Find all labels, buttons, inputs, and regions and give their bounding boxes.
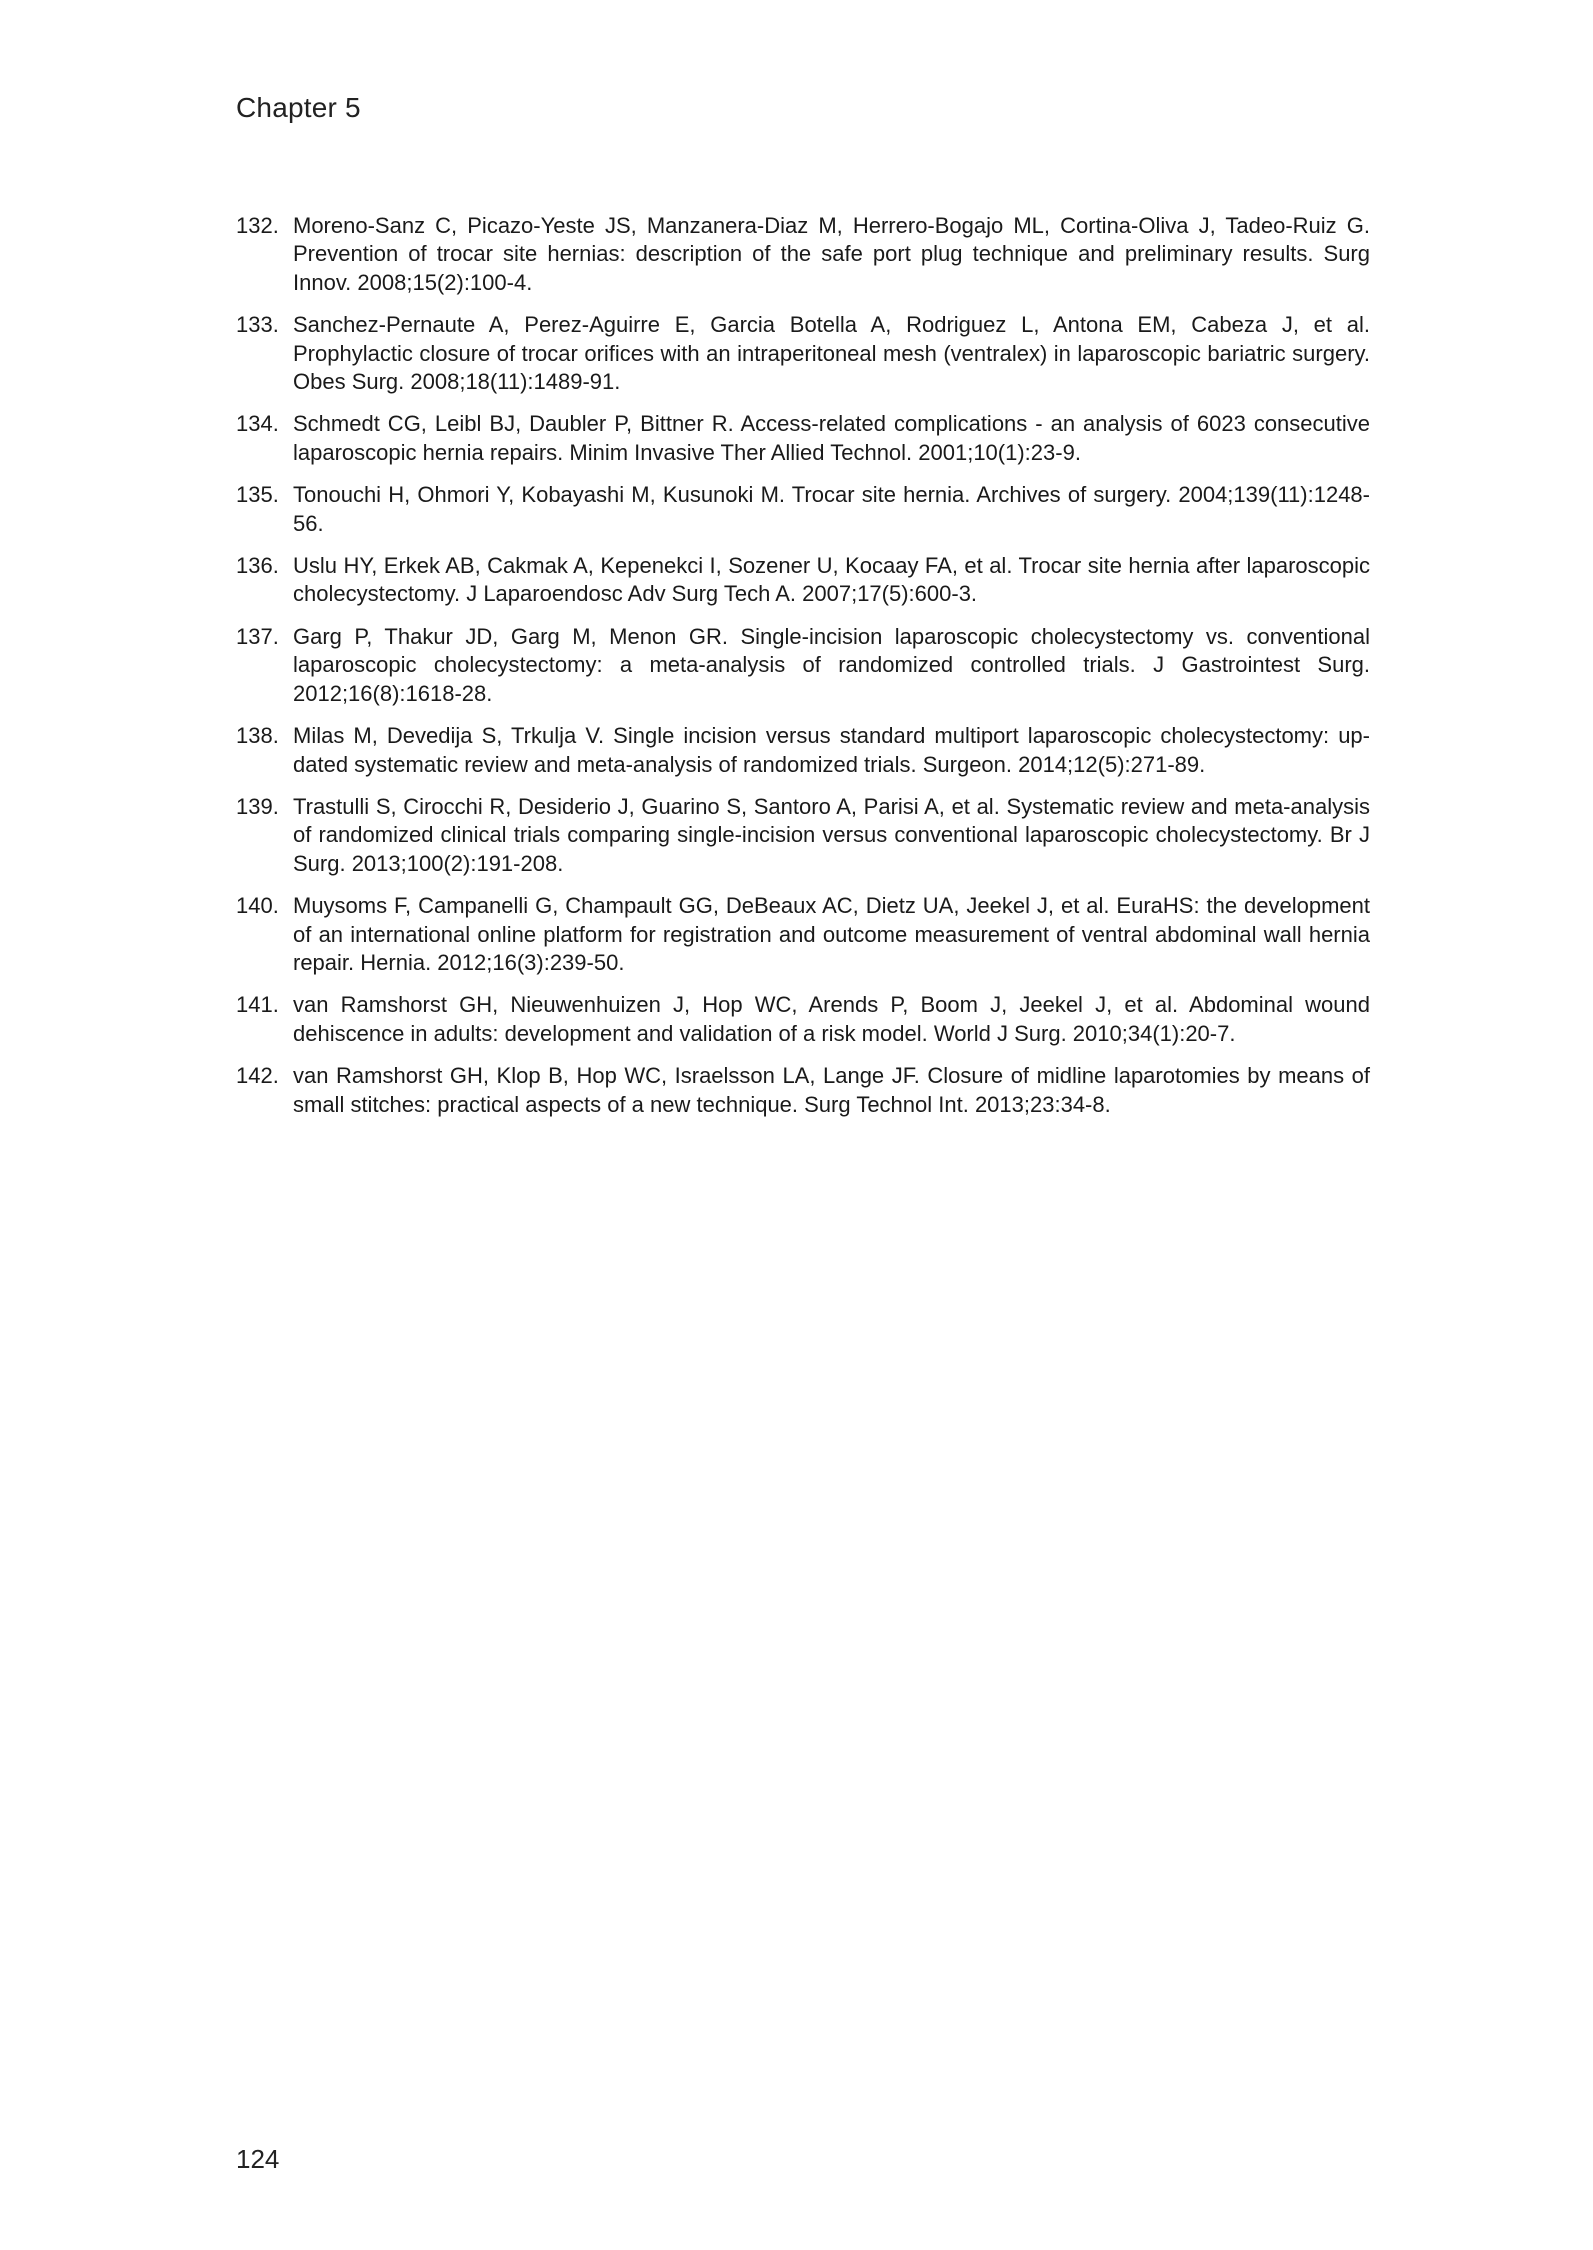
reference-item (236, 991, 1370, 1048)
reference-text: Trastulli S, Cirocchi R, Desiderio J, Guarino S, Santoro A, Parisi A, et al. Systematic review and meta-analysis of randomized clinical trials comparing single-incision versus conventional laparoscopic cholecystectomy. Br J Surg. 2013;100(2):191-208. (293, 793, 1370, 876)
reference-text: Garg P, Thakur JD, Garg M, Menon GR. Single-incision laparoscopic cholecystectomy vs. conventional laparoscopic cholecystectomy: a meta-analysis of randomized controlled trials. J Gastrointest Surg. 2012;16(8):1618-28. (293, 623, 1370, 706)
reference-item (236, 552, 1370, 609)
reference-item (236, 793, 1370, 878)
reference-number: 141. (236, 992, 279, 1018)
reference-number: 136. (236, 553, 279, 579)
reference-text: van Ramshorst GH, Nieuwenhuizen J, Hop WC, Arends P, Boom J, Jeekel J, et al. Abdominal wound dehiscence in adults: development and validation of a risk model. World J Surg. 2010;34(1):20-7. (293, 992, 1370, 1046)
page-number: 124 (236, 2144, 280, 2174)
reference-number: 134. (236, 411, 279, 437)
reference-number: 133. (236, 312, 279, 338)
reference-text: Schmedt CG, Leibl BJ, Daubler P, Bittner R. Access-related complications - an analysis of 6023 consecutive laparoscopic hernia repairs. Minim Invasive Ther Allied Technol. 2001;10(1):23-9. (293, 411, 1370, 465)
reference-item (236, 722, 1370, 779)
reference-number: 139. (236, 793, 279, 819)
reference-item (236, 212, 1370, 297)
reference-text: Uslu HY, Erkek AB, Cakmak A, Kepenekci I, Sozener U, Kocaay FA, et al. Trocar site hernia after laparoscopic cholecystectomy. J Laparoendosc Adv Surg Tech A. 2007;17(5):600-3. (293, 553, 1370, 607)
reference-number: 142. (236, 1063, 279, 1089)
reference-number: 140. (236, 893, 279, 919)
reference-text: Moreno-Sanz C, Picazo-Yeste JS, Manzanera-Diaz M, Herrero-Bogajo ML, Cortina-Oliva J, Tadeo-Ruiz G. Prevention of trocar site hernias: description of the safe port plug technique and preliminary results. Surg Innov. 2008;15(2):100-4. (293, 213, 1370, 295)
reference-item (236, 1062, 1370, 1119)
reference-number: 132. (236, 213, 279, 238)
running-header-chapter: Chapter 5 (236, 92, 361, 123)
reference-item (236, 623, 1370, 708)
reference-number: 137. (236, 623, 279, 649)
reference-number: 138. (236, 723, 279, 749)
reference-text: Tonouchi H, Ohmori Y, Kobayashi M, Kusunoki M. Trocar site hernia. Archives of surgery. 2004;139(11):1248-56. (293, 482, 1370, 536)
reference-list (236, 212, 1370, 1133)
reference-text: Sanchez-Pernaute A, Perez-Aguirre E, Garcia Botella A, Rodriguez L, Antona EM, Cabeza J, et al. Prophylactic closure of trocar orifices with an intraperitoneal mesh (ventralex) in laparoscopic bariatric surgery. Obes Surg. 2008;18(11):1489-91. (293, 312, 1370, 395)
reference-text: Muysoms F, Campanelli G, Champault GG, DeBeaux AC, Dietz UA, Jeekel J, et al. EuraHS: the development of an international online platform for registration and outcome measurement of ventral abdominal wall hernia repair. Hernia. 2012;16(3):239-50. (293, 893, 1370, 975)
reference-item (236, 481, 1370, 538)
reference-number: 135. (236, 482, 279, 508)
reference-text: Milas M, Devedija S, Trkulja V. Single incision versus standard multiport laparoscopic cholecystectomy: up-dated systematic review and meta-analysis of randomized trials. Surgeon. 2014;12(5):271-89. (293, 723, 1370, 777)
reference-text: van Ramshorst GH, Klop B, Hop WC, Israelsson LA, Lange JF. Closure of midline laparotomies by means of small stitches: practical aspects of a new technique. Surg Technol Int. 2013;23:34-8. (293, 1063, 1370, 1117)
reference-item (236, 311, 1370, 396)
reference-item (236, 410, 1370, 467)
reference-item (236, 892, 1370, 977)
